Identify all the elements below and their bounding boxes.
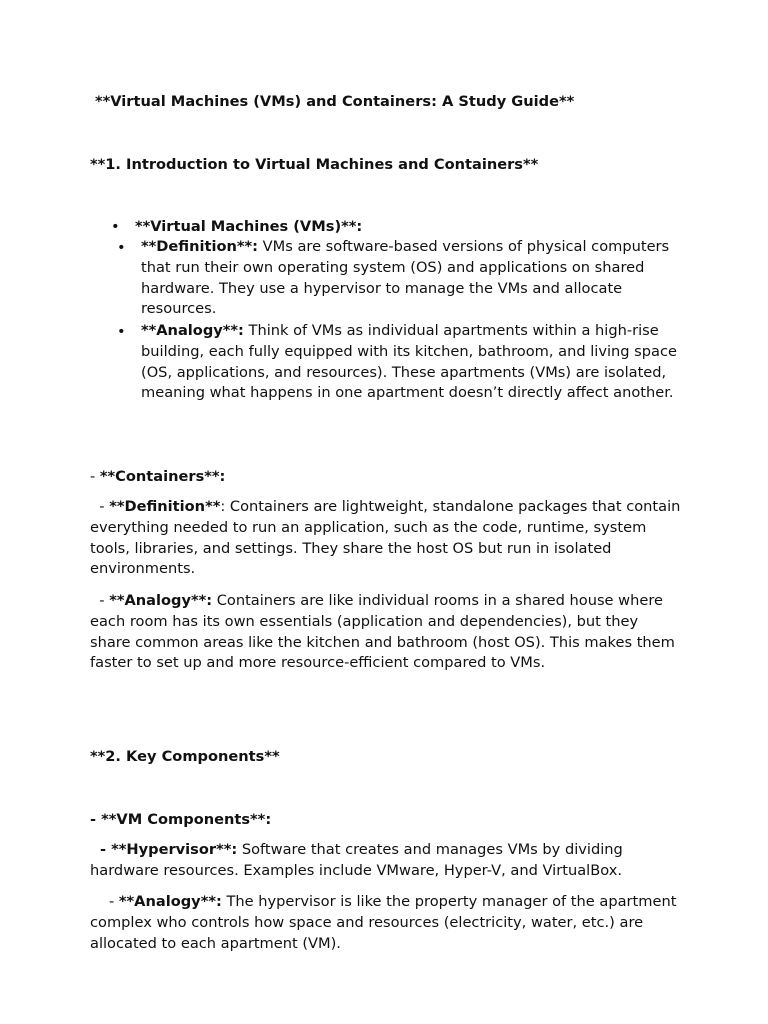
vm-definition xyxy=(141,237,677,320)
vm-analogy-text: Think of VMs as individual apartments within a high-rise building, each fully equipped with its kitchen, bathroom, and living space (OS, applications, and resources). These apartments (VMs) are isolated, meaning what happens in one apartment doesn’t directly affect another. xyxy=(141,322,677,402)
vm-analogy xyxy=(141,321,687,404)
bullet-icon: • xyxy=(111,218,120,235)
section1-heading: **1. Introduction to Virtual Machines and Containers** xyxy=(90,156,539,173)
containers-definition-prefix: - xyxy=(90,498,110,515)
containers-prefix: - xyxy=(90,468,100,485)
bullet-icon: • xyxy=(117,323,126,340)
section2-heading: **2. Key Components** xyxy=(90,748,280,765)
containers-analogy xyxy=(90,591,682,674)
document-title: **Virtual Machines (VMs) and Containers: A Study Guide** xyxy=(95,93,575,110)
vms-label: **Virtual Machines (VMs)**: xyxy=(135,218,363,235)
containers-heading xyxy=(90,466,225,487)
hypervisor-item xyxy=(90,840,650,882)
hypervisor-analogy-label: **Analogy**: xyxy=(118,893,222,910)
containers-analogy-text: Containers are like individual rooms in a shared house where each room has its own essentials (application and dependencies), but they share common areas like the kitchen and bathroom (host OS). This makes them faster to set up and more resource-efficient compared to VMs. xyxy=(90,592,675,672)
vm-analogy-label: **Analogy**: xyxy=(141,322,244,339)
bullet-icon: • xyxy=(117,239,126,256)
containers-definition xyxy=(90,497,682,580)
containers-analogy-prefix: - xyxy=(90,592,110,609)
hypervisor-analogy-prefix: - xyxy=(109,893,119,910)
containers-definition-label: **Definition** xyxy=(109,498,221,515)
hypervisor-label: - **Hypervisor**: xyxy=(100,841,238,858)
hypervisor-analogy-text: The hypervisor is like the property manager of the apartment complex who controls how space and resources (electricity, water, etc.) are allocated to each apartment (VM). xyxy=(90,893,677,952)
vm-definition-label: **Definition**: xyxy=(141,238,258,255)
containers-analogy-label: **Analogy**: xyxy=(109,592,213,609)
hypervisor-text: Software that creates and manages VMs by dividing hardware resources. Examples include VMware, Hyper-V, and VirtualBox. xyxy=(90,841,623,879)
containers-label: **Containers**: xyxy=(99,468,226,485)
vm-definition-text: VMs are software-based versions of physical computers that run their own operating system (OS) and applications on shared hardware. They use a hypervisor to manage the VMs and allocate resources. xyxy=(141,238,670,318)
hypervisor-analogy xyxy=(90,892,682,954)
containers-definition-text: : Containers are lightweight, standalone packages that contain everything needed to run an application, such as the code, runtime, system tools, libraries, and settings. They share the host OS but run in isolated environments. xyxy=(90,498,681,578)
vm-components-label: - **VM Components**: xyxy=(90,811,272,828)
